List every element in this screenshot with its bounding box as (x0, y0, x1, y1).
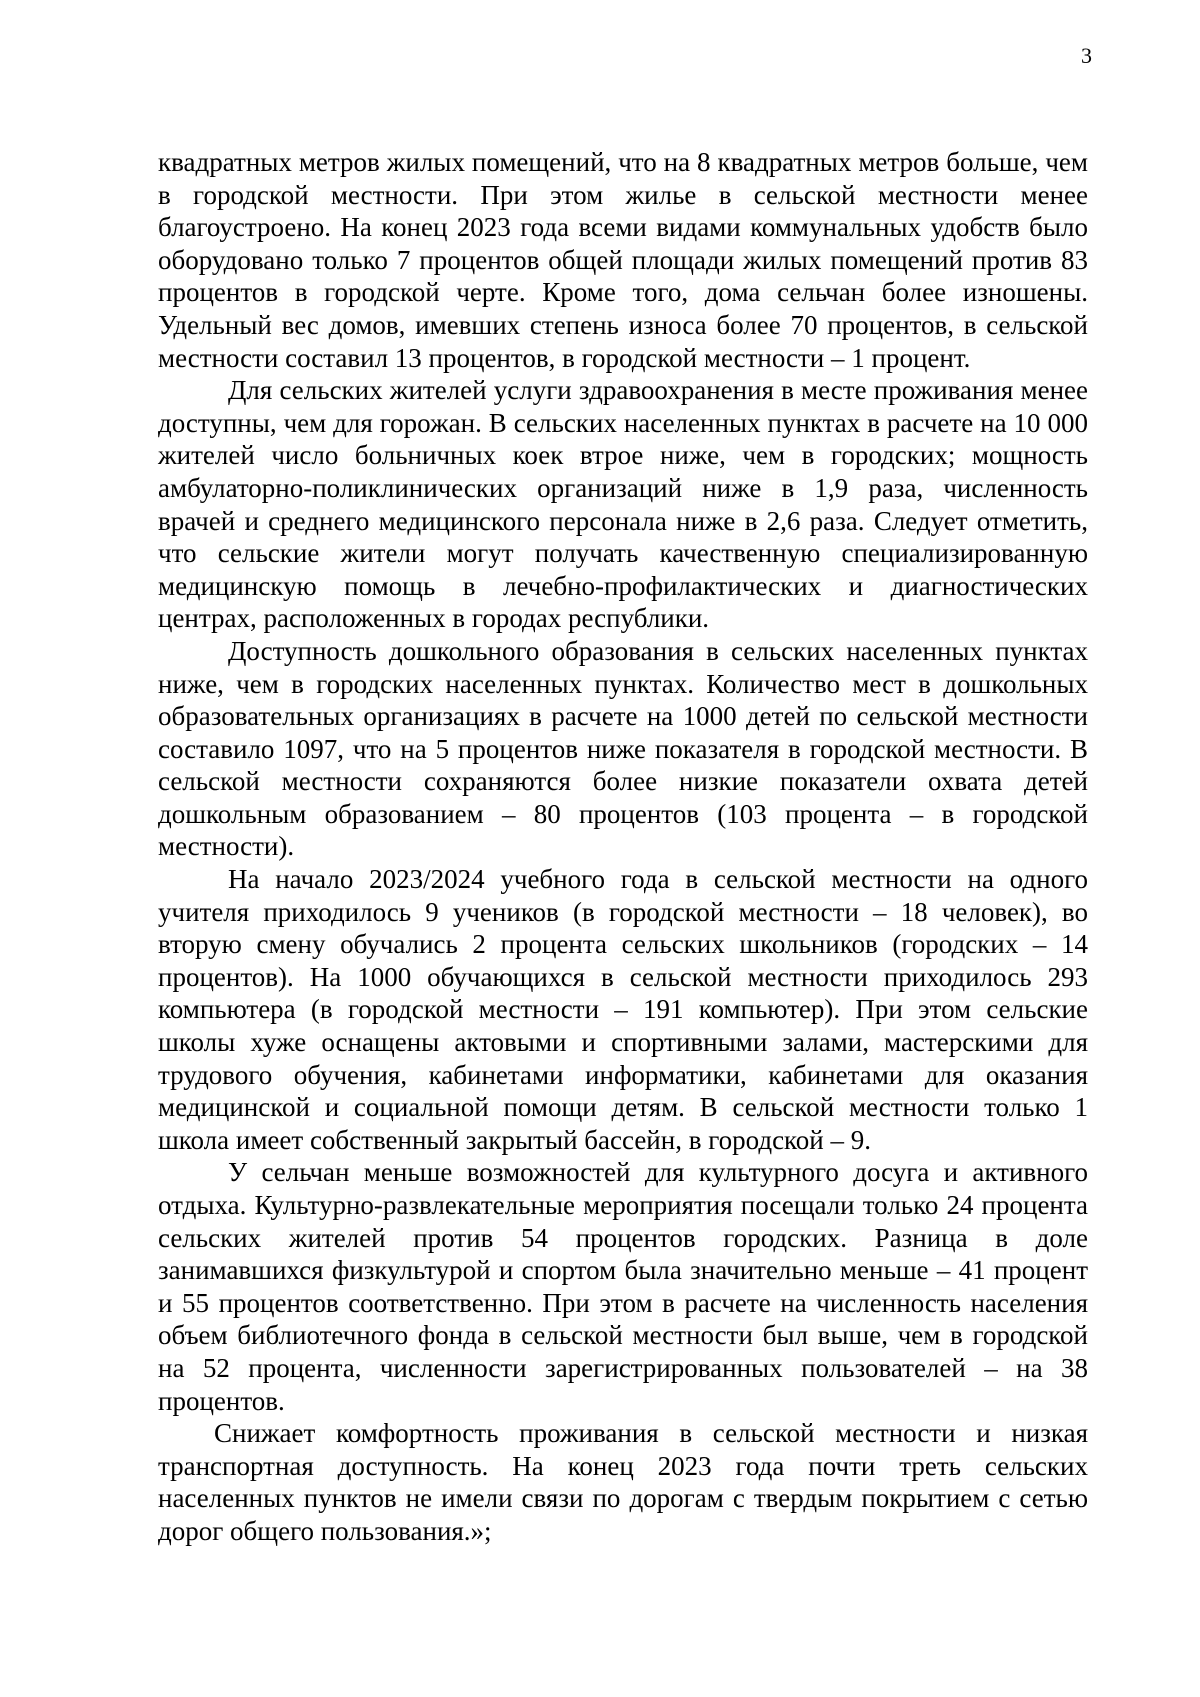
paragraph-housing: квадратных метров жилых помещений, что на 8 квадратных метров больше, чем в городской местности. При этом жилье в сельской местности менее благоустроено. На конец 2023 года всеми видами коммунальных удобств было оборудовано только 7 процентов общей площади жилых помещений против 83 процентов в городской черте. Кроме того, дома сельчан более изношены. Удельный вес домов, имевших степень износа более 70 процентов, в сельской местности составил 13 процентов, в городской местности – 1 процент. (158, 147, 1088, 373)
paragraph-preschool: Доступность дошкольного образования в сельских населенных пунктах ниже, чем в городских населенных пунктах. Количество мест в дошкольных образовательных организациях в расчете на 1000 детей по сельской местности составило 1097, что на 5 процентов ниже показателя в городской местности. В сельской местности сохраняются более низкие показатели охвата детей дошкольным образованием – 80 процентов (103 процента – в городской местности). (158, 635, 1088, 862)
paragraph-transport: Снижает комфортность проживания в сельской местности и низкая транспортная доступность. На конец 2023 года почти треть сельских населенных пунктов не имели связи по дорогам с твердым покрытием с сетью дорог общего пользования.»; (158, 1418, 1088, 1546)
paragraph-healthcare: Для сельских жителей услуги здравоохранения в месте проживания менее доступны, чем для горожан. В сельских населенных пунктах в расчете на 10 000 жителей число больничных коек втрое ниже, чем в городских; мощность амбулаторно-поликлинических организаций ниже в 1,9 раза, численность врачей и среднего медицинского персонала ниже в 2,6 раза. Следует отметить, что сельские жители могут получать качественную специализированную медицинскую помощь в лечебно-профилактических и диагностических центрах, расположенных в городах республики. (158, 375, 1088, 634)
page-number: 3 (1081, 43, 1092, 68)
paragraph-schools: На начало 2023/2024 учебного года в сельской местности на одного учителя приходилось 9 учеников (в городской местности – 18 человек), во вторую смену обучались 2 процента сельских школьников (городских – 14 процентов). На 1000 обучающихся в сельской местности приходилось 293 компьютера (в городской местности – 191 компьютер). При этом сельские школы хуже оснащены актовыми и спортивными залами, мастерскими для трудового обучения, кабинетами информатики, кабинетами для оказания медицинской и социальной помощи детям. В сельской местности только 1 школа имеет собственный закрытый бассейн, в городской – 9. (158, 864, 1088, 1155)
paragraph-culture-sport: У сельчан меньше возможностей для культурного досуга и активного отдыха. Культурно-развлекательные мероприятия посещали только 24 процента сельских жителей против 54 процентов городских. Разница в доле занимавшихся физкультурой и спортом была значительно меньше – 41 процент и 55 процентов соответственно. При этом в расчете на численность населения объем библиотечного фонда в сельской местности был выше, чем в городской на 52 процента, численности зарегистрированных пользователей – на 38 процентов. (158, 1157, 1088, 1416)
document-body (158, 146, 1088, 1548)
